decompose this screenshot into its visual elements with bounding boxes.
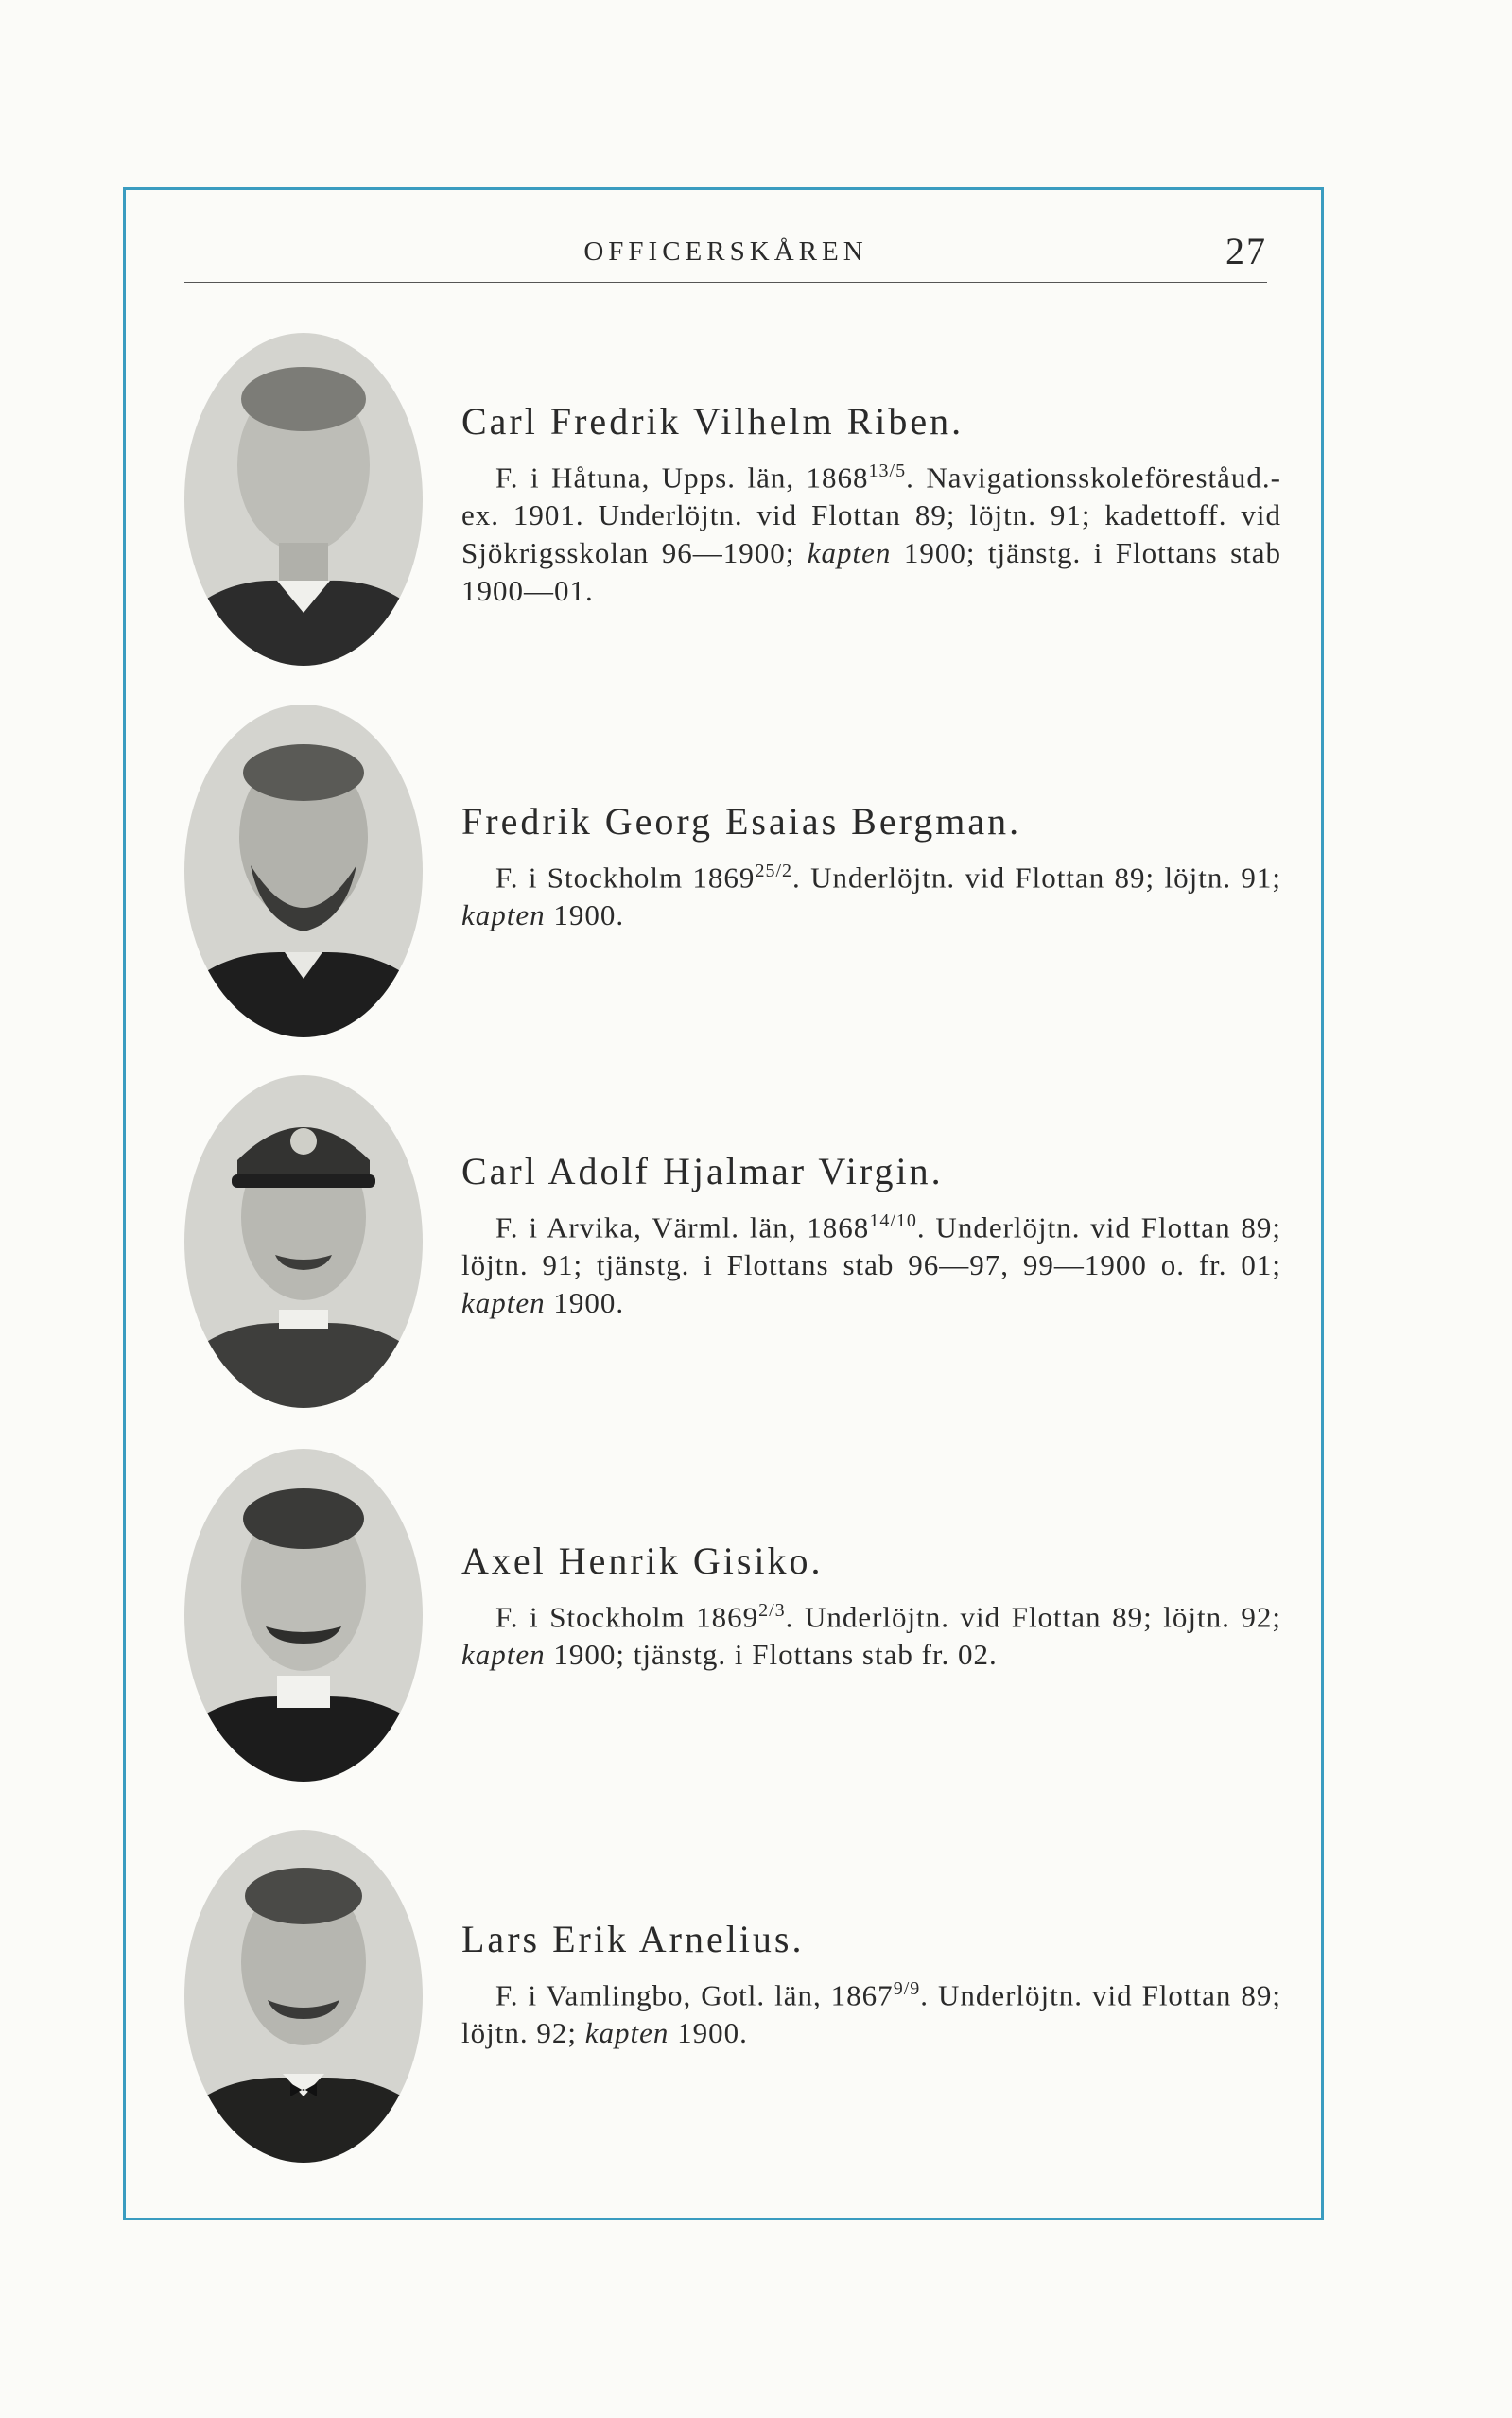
rank-label: kapten (461, 1286, 546, 1320)
birth-date-fraction: 2/3 (758, 1600, 786, 1621)
officer-portrait (184, 705, 423, 1037)
birth-date-fraction: 9/9 (893, 1978, 921, 1999)
bio-text: F. i Arvika, Värml. län, 1868 (495, 1210, 870, 1244)
officer-name: Fredrik Georg Esaias Bergman. (461, 800, 1022, 843)
birth-date-fraction: 25/2 (755, 861, 792, 881)
bio-text: F. i Vamlingbo, Gotl. län, 1867 (495, 1978, 894, 2012)
bio-text: 1900; tjänstg. i Flottans stab fr. 02. (545, 1638, 998, 1672)
officer-bio (461, 399, 1281, 610)
officer-career (461, 1592, 1281, 1674)
officer-career (461, 1202, 1281, 1322)
officer-bio (461, 799, 1281, 934)
rank-label: kapten (584, 2016, 669, 2050)
officer-name: Carl Adolf Hjalmar Virgin. (461, 1150, 944, 1192)
officer-bio (461, 1917, 1281, 2052)
officer-career (461, 852, 1281, 934)
officer-career (461, 452, 1281, 610)
birth-date-fraction: 14/10 (869, 1210, 917, 1231)
bio-text: . Underlöjtn. vid Flottan 89; löjtn. 92; (785, 1600, 1281, 1634)
rank-label: kapten (807, 536, 892, 570)
bio-text: F. i Stockholm 1869 (495, 1600, 759, 1634)
officer-name: Lars Erik Arnelius. (461, 1918, 805, 1960)
bio-text: . Navigationsskoleföreståud.-ex. 1901. Underlöjtn. vid Flottan 89; löjtn. 91; kadettoff. vid Sjökrigsskolan 96—1900; (461, 461, 1281, 570)
officer-portrait (184, 333, 423, 666)
bio-text: 1900; tjänstg. i Flottans stab 1900—01. (461, 536, 1282, 608)
rank-label: kapten (461, 1638, 546, 1672)
page-number: 27 (1225, 230, 1267, 272)
running-header (184, 227, 1267, 283)
bio-text: 1900. (545, 898, 625, 932)
officer-bio (461, 1149, 1281, 1322)
officer-name: Carl Fredrik Vilhelm Riben. (461, 400, 965, 443)
officer-bio (461, 1539, 1281, 1674)
bio-text: . Underlöjtn. vid Flottan 89; löjtn. 91; (792, 861, 1282, 895)
officer-portrait (184, 1075, 423, 1408)
bio-text: . Underlöjtn. vid Flottan 89; löjtn. 91; tjänstg. i Flottans stab 96—97, 99—1900 o. fr. 01; (461, 1210, 1281, 1282)
officer-entry (184, 705, 1281, 1037)
officer-career (461, 1970, 1281, 2052)
officer-entry (184, 1449, 1281, 1782)
officer-entry (184, 333, 1281, 666)
bio-text: 1900. (669, 2016, 748, 2050)
bio-text: . Underlöjtn. vid Flottan 89; löjtn. 92; (461, 1978, 1281, 2050)
running-title: OFFICERSKÅREN (583, 236, 868, 267)
officer-name: Axel Henrik Gisiko. (461, 1540, 824, 1582)
officer-entry (184, 1075, 1281, 1408)
officer-portrait (184, 1830, 423, 2163)
bio-text: F. i Håtuna, Upps. län, 1868 (495, 461, 869, 495)
birth-date-fraction: 13/5 (868, 461, 907, 481)
bio-text: 1900. (545, 1286, 625, 1320)
officer-entry (184, 1830, 1281, 2163)
rank-label: kapten (461, 898, 546, 932)
officer-portrait (184, 1449, 423, 1782)
bio-text: F. i Stockholm 1869 (495, 861, 756, 895)
